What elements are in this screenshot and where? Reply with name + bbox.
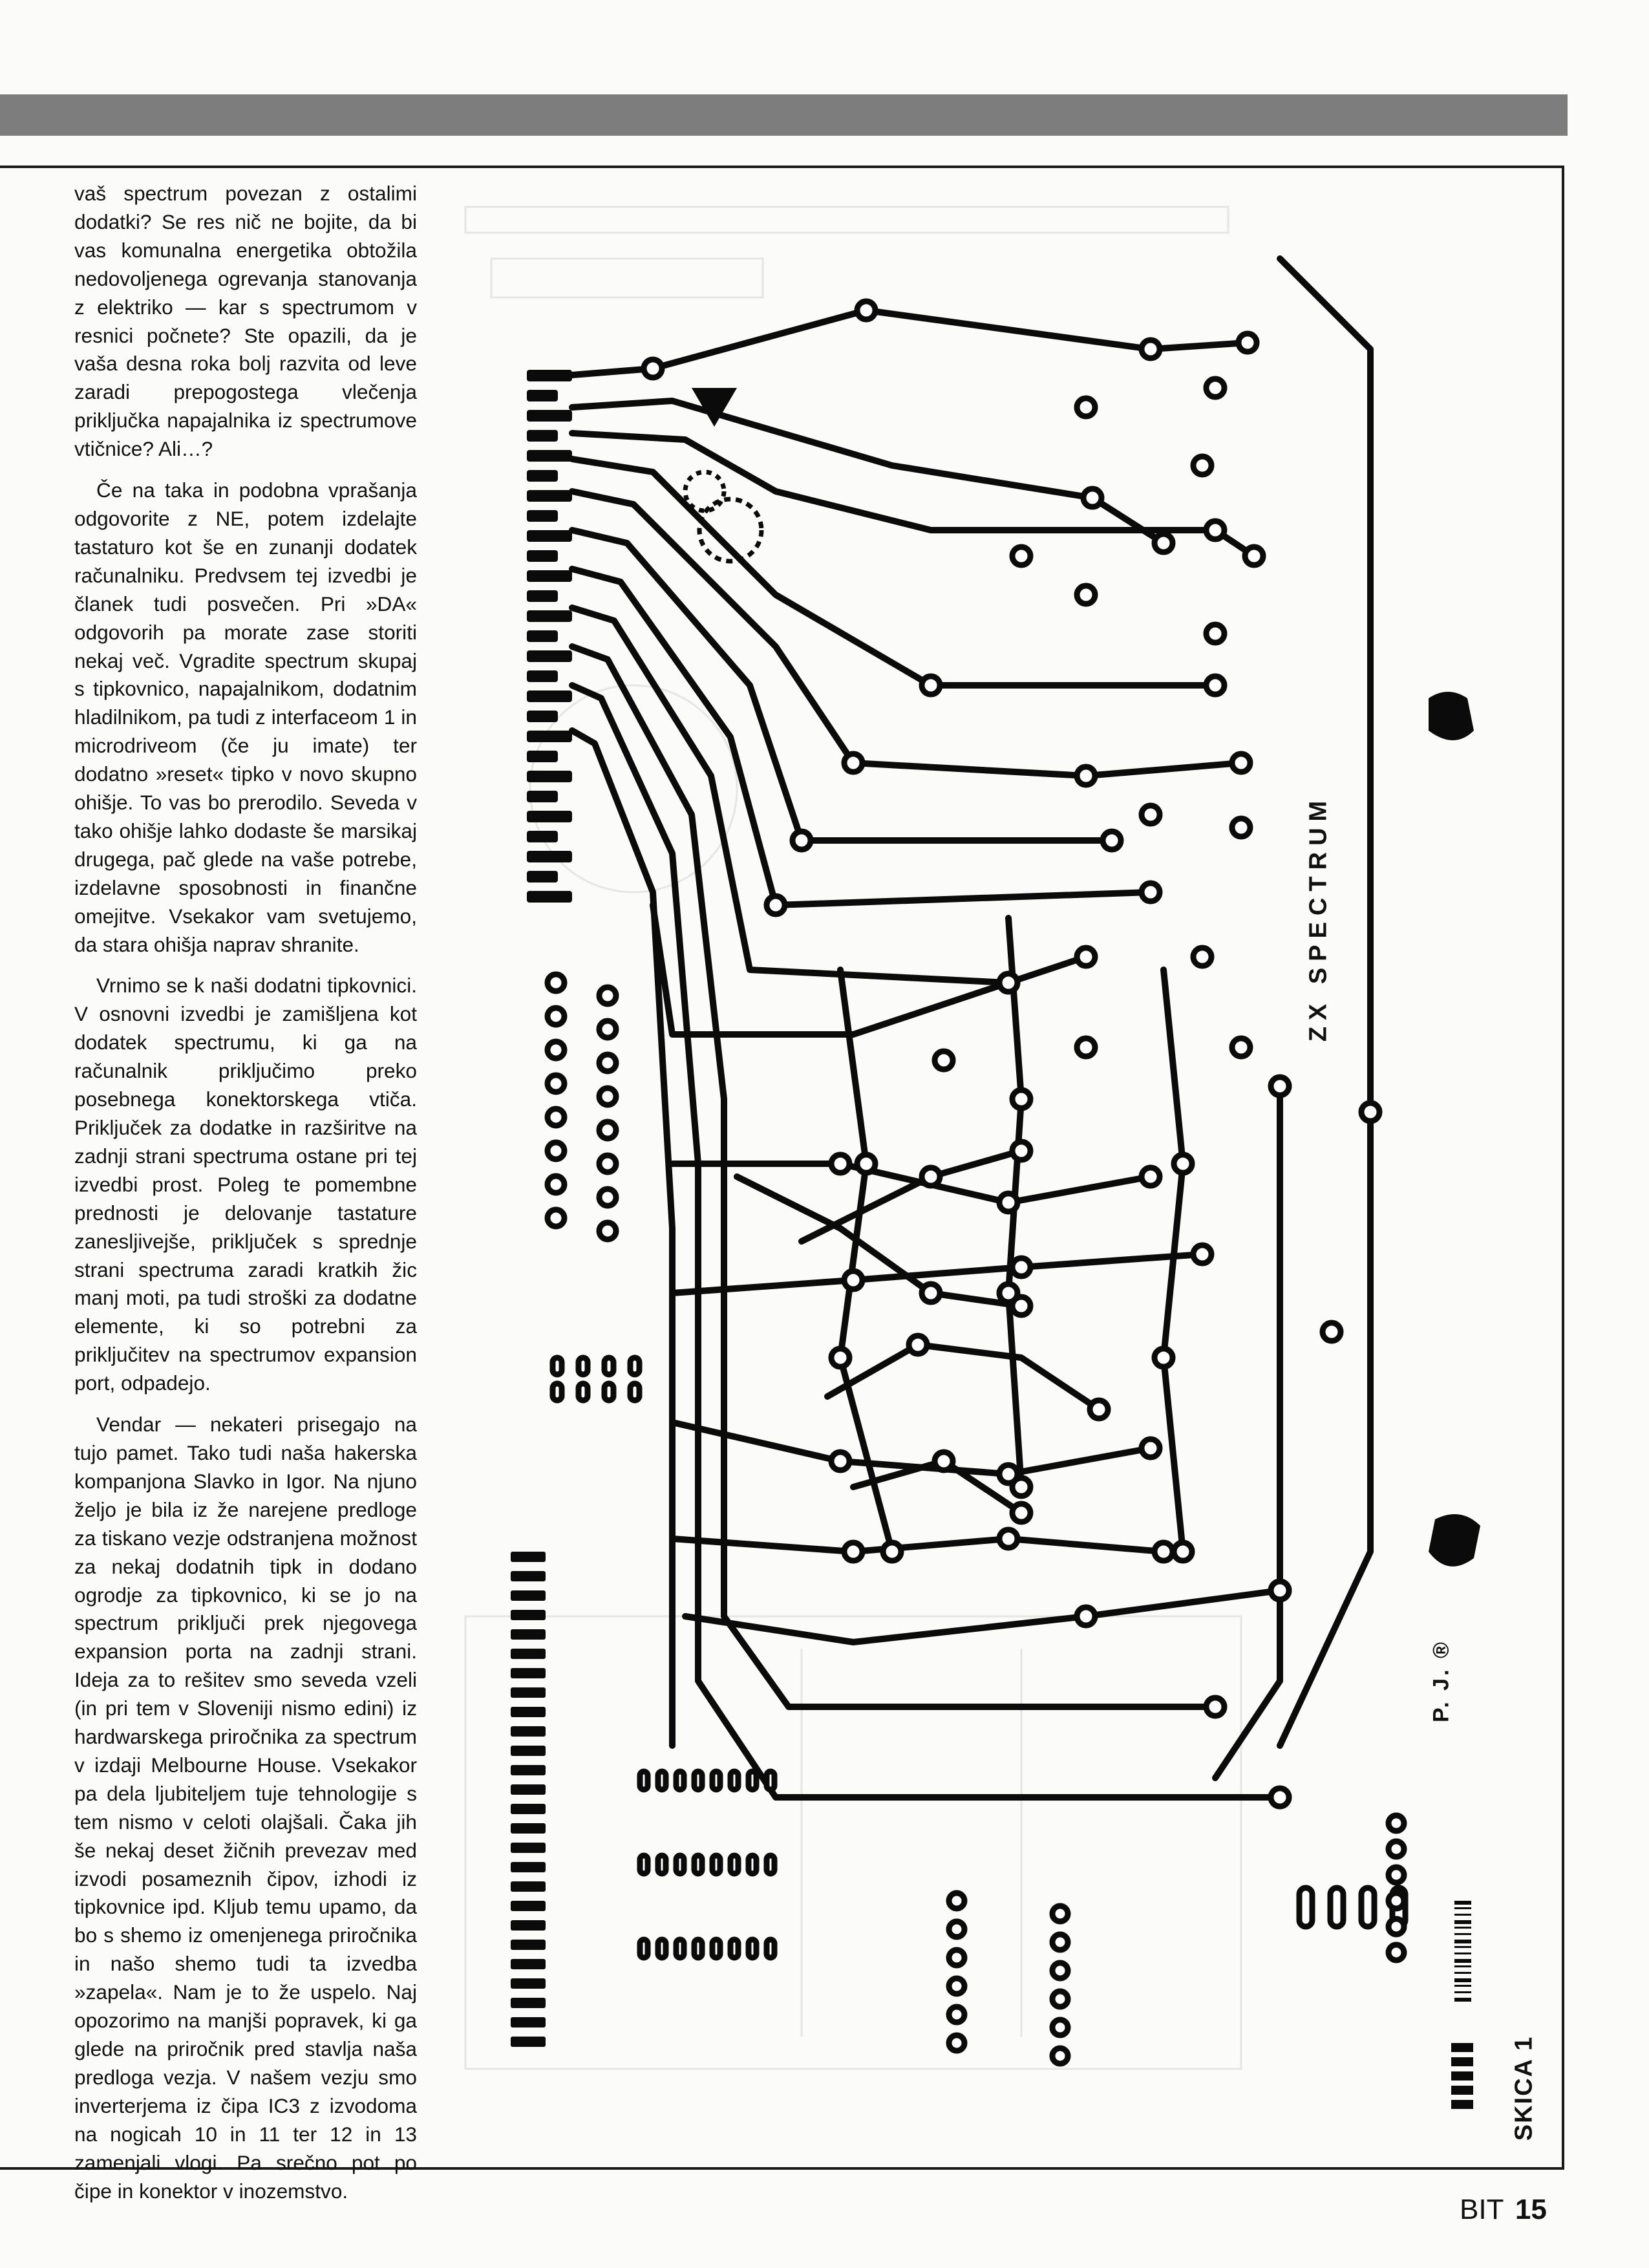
connector-finger [511, 1920, 546, 1931]
solder-pad [922, 1168, 940, 1186]
solder-pad [1012, 1478, 1030, 1496]
connector-finger [527, 811, 572, 822]
solder-pad [640, 1940, 648, 1958]
solder-pad [1142, 1168, 1160, 1186]
solder-pad [644, 359, 662, 378]
solder-pad [831, 1155, 849, 1173]
solder-pad [553, 1358, 562, 1375]
connector-finger [511, 1862, 546, 1872]
connector-finger [527, 410, 572, 422]
barcode-bar [1454, 1914, 1471, 1916]
solder-pad [599, 987, 616, 1004]
copper-trace [572, 491, 1241, 776]
solder-pad [712, 1856, 720, 1874]
connector-finger [511, 1959, 546, 1969]
connector-finger [511, 1726, 546, 1737]
figure-caption: SKICA 1 [1510, 2035, 1538, 2141]
solder-pad [676, 1856, 684, 1874]
solder-pad [844, 754, 862, 772]
solder-pad [599, 1088, 616, 1105]
solder-pad [857, 301, 875, 319]
solder-pad [1077, 586, 1095, 604]
connector-finger [511, 1610, 546, 1620]
solder-pad [1012, 1504, 1030, 1522]
solder-pad [599, 1054, 616, 1071]
solder-pad [1077, 948, 1095, 966]
barcode-bar [1454, 1920, 1471, 1924]
connector-finger [511, 1649, 546, 1659]
solder-pad [1206, 521, 1224, 539]
solder-pad [579, 1358, 588, 1375]
connector-finger [527, 510, 558, 522]
solder-pad [1142, 806, 1160, 824]
connector-finger [527, 570, 572, 582]
solder-pad [1077, 767, 1095, 785]
solder-pad [1154, 534, 1173, 552]
solder-pad [640, 1771, 648, 1790]
page-footer [1456, 2194, 1547, 2226]
solder-pad [1361, 1103, 1379, 1121]
connector-finger [511, 2017, 546, 2027]
solder-pad [1103, 831, 1121, 850]
connector-finger [511, 1765, 546, 1775]
solder-pad [730, 1771, 738, 1790]
barcode-bar [1454, 1965, 1471, 1967]
solder-pad [1388, 1893, 1404, 1909]
solder-pad [730, 1940, 738, 1958]
connector-finger [527, 450, 572, 462]
solder-pad [1388, 1841, 1404, 1857]
solder-pad [599, 1223, 616, 1239]
show-through-print [465, 207, 1241, 2069]
copper-trace [572, 401, 1164, 543]
solder-pad [548, 1210, 564, 1226]
solder-pad [949, 2035, 964, 2051]
solder-pad [1323, 1323, 1341, 1341]
solder-pad [548, 1008, 564, 1025]
connector-finger [527, 590, 558, 602]
solder-pad [767, 896, 785, 914]
solder-pad [599, 1122, 616, 1139]
solder-pad [1142, 340, 1160, 358]
solder-pad [909, 1336, 927, 1354]
solder-pad [604, 1358, 613, 1375]
solder-pad [599, 1189, 616, 1206]
barcode-bar [1454, 1972, 1471, 1974]
solder-pad [949, 1893, 964, 1909]
barcode-bar [1454, 1952, 1471, 1954]
barcode-bar [1451, 2071, 1473, 2081]
solder-pad [1271, 1788, 1289, 1806]
solder-pad [1388, 1919, 1404, 1934]
solder-pad [1077, 1607, 1095, 1625]
copper-trace [672, 1422, 1151, 1474]
solder-pad [1232, 754, 1250, 772]
solder-pad [1271, 1581, 1289, 1599]
copper-trace [653, 905, 1086, 1034]
solder-pad [1388, 1815, 1404, 1831]
connector-finger [511, 1707, 546, 1717]
connector-finger [511, 1746, 546, 1756]
connector-finger [527, 791, 558, 802]
solder-pad [694, 1771, 702, 1790]
connector-finger [527, 751, 558, 762]
connector-finger [511, 1629, 546, 1640]
pcb-layout-figure [440, 194, 1500, 2114]
connector-finger [527, 891, 572, 903]
connector-finger [527, 731, 572, 742]
solder-pad [1154, 1349, 1173, 1367]
solder-pad [630, 1384, 639, 1400]
pcb-artwork [440, 194, 1500, 2114]
solder-pad [1083, 489, 1101, 507]
solder-pad [999, 1530, 1017, 1548]
mounting-tabs [1429, 692, 1480, 1567]
connector-finger [527, 430, 558, 442]
connector-finger [511, 1804, 546, 1814]
solder-pad [844, 1543, 862, 1561]
solder-pad [1012, 1258, 1030, 1276]
article-column [74, 180, 417, 2203]
connector-finger [511, 1668, 546, 1678]
solder-pad [1193, 948, 1211, 966]
connector-finger [527, 851, 572, 862]
solder-pad [1271, 1077, 1289, 1095]
solder-pad [1077, 1038, 1095, 1056]
solder-pad [730, 1856, 738, 1874]
solder-pad [1077, 398, 1095, 416]
connector-finger [527, 470, 558, 482]
solder-pad [793, 831, 811, 850]
solder-pad [831, 1349, 849, 1367]
barcode-bar [1454, 1946, 1471, 1948]
solder-pad [1361, 1888, 1374, 1927]
solder-pad [949, 1950, 964, 1965]
solder-pad [1142, 1439, 1160, 1457]
solder-pad [1052, 2020, 1068, 2035]
connector-finger [511, 1687, 546, 1698]
connector-finger [527, 831, 558, 842]
copper-trace [672, 1539, 1164, 1552]
solder-pad [658, 1771, 666, 1790]
solder-pad [1206, 379, 1224, 397]
connector-finger [527, 390, 558, 401]
solder-pad [630, 1358, 639, 1375]
solder-pad [749, 1940, 756, 1958]
copper-trace [1164, 970, 1183, 1552]
solder-pad [1052, 1991, 1068, 2007]
barcode-bar [1454, 1959, 1471, 1963]
barcode-bar [1454, 1927, 1471, 1929]
connector-finger [511, 1784, 546, 1795]
connector-finger [527, 530, 572, 542]
solder-pad [749, 1771, 756, 1790]
solder-pad [548, 1142, 564, 1159]
barcode-bar [1454, 1907, 1471, 1909]
connector-finger [527, 550, 558, 562]
solder-pad [1299, 1888, 1312, 1927]
connector-finger [527, 610, 572, 622]
solder-pad [922, 1284, 940, 1302]
connector-finger [527, 690, 572, 702]
solder-pad [857, 1155, 875, 1173]
solder-pad [1388, 1945, 1404, 1960]
solder-pad [1232, 1038, 1250, 1056]
solder-pad [548, 1042, 564, 1058]
solder-pad [1206, 1698, 1224, 1716]
solder-pad [1206, 625, 1224, 643]
connector-finger [527, 490, 572, 502]
solder-pad [1052, 1963, 1068, 1978]
solder-pad [604, 1384, 613, 1400]
solder-pad [676, 1771, 684, 1790]
barcode-bar [1454, 1985, 1471, 1987]
solder-pad [999, 974, 1017, 992]
solder-pad [767, 1856, 774, 1874]
solder-pad [949, 2007, 964, 2022]
connector-finger [527, 670, 558, 682]
barcode-bar [1451, 2057, 1473, 2066]
paragraph: Če na taka in podobna vprašanja odgovorite z NE, potem izdelajte tastaturo kot še en zunanji dodatek računalniku. Predvsem tej izvedbi je članek tudi posvečen. Pri »DA« odgovorih pa morate zase storiti nekaj več. Vgradite spectrum skupaj s tipkovnico, napajalnikom, dodatnim hladilnikom, pa tudi z interfaceom 1 in microdriveom (če ju imate) ter dodatno »reset« tipko v novo skupno ohišje. To vas bo prerodilo. Seveda v tako ohišje lahko dodaste še marsikaj drugega, pač glede na vaše potrebe, izdelavne sposobnosti in finančne omejitve. Vsekakor vam svetujemo, da stara ohišja naprav shranite. [74, 478, 417, 956]
solder-pad [1154, 1543, 1173, 1561]
connector-finger [527, 370, 572, 381]
connector-finger [511, 1940, 546, 1950]
solder-pad [1012, 547, 1030, 565]
connector-finger [511, 1978, 546, 1989]
barcode-bar [1454, 1991, 1471, 1993]
solder-pad [949, 1921, 964, 1937]
solder-pad [658, 1940, 666, 1958]
solder-pad [553, 1384, 562, 1400]
solder-pad [935, 1452, 953, 1470]
connector-finger [527, 771, 572, 782]
copper-trace [1215, 1086, 1280, 1778]
solder-pad [1012, 1297, 1030, 1315]
copper-trace [572, 569, 1151, 905]
edge-connector-fingers [511, 370, 572, 2047]
barcode-bar [1451, 2100, 1473, 2109]
solder-pad [712, 1771, 720, 1790]
connector-finger [527, 650, 572, 662]
solder-pad [1245, 547, 1263, 565]
solder-pad [1193, 1245, 1211, 1263]
solder-pad [599, 1155, 616, 1172]
solder-pad [548, 974, 564, 991]
solder-pad [694, 1856, 702, 1874]
connector-finger [527, 711, 558, 722]
solder-pad [676, 1940, 684, 1958]
connector-finger [511, 1823, 546, 1834]
solder-pad [1174, 1543, 1192, 1561]
connector-finger [511, 1843, 546, 1853]
paragraph: Vendar — nekateri prisegajo na tujo pamet. Tako tudi naša hakerska kompanjona Slavko in Igor. Na njuno željo je bila iz že narejene predloge za tiskano vezje odstranjena možnost za nekaj dodatnih tipk in dodano ogrodje za tipkovnico, ki se jo na spectrum priključi prek njegovega expansion porta na zadnji strani. Ideja za to rešitev smo seveda vzeli (in pri tem v Sloveniji nismo edini) iz hardwarskega priročnika za spectrum v izdaji Melbourne House. Vsekakor pa dela ljubiteljem tuje tehnologije s tem nismo v celoti olajšali. Čaka jih še nekaj deset žičnih prevezav med izvodi posameznih čipov, izhodi iz tipkovnice ipd. Kljub temu upamo, da bo s shemo iz omenjenega priročnika in našo shemo tudi ta izvedba »zapela«. Nam je to že uspelo. Naj opozorimo na manjši popravek, ki ga glede na priročnik pred stavlja naša predloga vezja. V našem vezju smo inverterjema iz čipa IC3 z izvodoma na nogicah 10 in 11 ter 12 in 13 zamenjali vlogi. Pa srečno pot po čipe in konektor v inozemstvo. [74, 1413, 417, 2203]
connector-finger [511, 1901, 546, 1911]
solder-pad [831, 1452, 849, 1470]
solder-pad [1052, 1934, 1068, 1950]
solder-pad [935, 1051, 953, 1069]
solder-pad [1239, 334, 1257, 352]
copper-traces [572, 259, 1370, 1797]
solder-pad [1052, 2048, 1068, 2064]
barcode-bar [1454, 1901, 1471, 1905]
solder-pad [1012, 1142, 1030, 1160]
barcode-bar [1454, 1978, 1471, 1982]
solder-pad [1330, 1888, 1343, 1927]
solder-pad [922, 676, 940, 694]
board-label: ZX SPECTRUM [1304, 794, 1332, 1042]
barcode-bar [1451, 2043, 1473, 2052]
solder-pad [694, 1940, 702, 1958]
solder-pad [1012, 1090, 1030, 1108]
solder-pad [1142, 883, 1160, 901]
solder-pad [767, 1940, 774, 1958]
author-mark: P. J. ® [1429, 1639, 1454, 1723]
barcode-bar [1451, 2086, 1473, 2095]
magazine-name: BIT [1460, 2194, 1504, 2225]
page-number: 15 [1515, 2194, 1547, 2225]
connector-finger [527, 871, 558, 883]
paragraph: Vrnimo se k naši dodatni tipkovnici. V osnovni izvedbi je zamišljena kot dodatek spectrumu, ki ga na računalnik priključimo preko posebnega konektorskega vtiča. Priključek za dodatke in razširitve na zadnji strani spectruma ostane pri tej izvedbi prost. Poleg te pomembne prednosti je delovanje tastature zanesljivejše, priključek s sprednje strani spectruma zaradi kratkih žic manj moti, pa tudi stroški za dodatne elemente, ki so potrebni za priključitev na spectrumov expansion port, odpadejo. [74, 974, 417, 1395]
connector-finger [511, 1998, 546, 2008]
barcode-bar [1454, 1940, 1471, 1943]
solder-pad [548, 1176, 564, 1193]
solder-pad [548, 1075, 564, 1092]
barcode-bar [1454, 1998, 1471, 2002]
solder-pad [1232, 818, 1250, 837]
solder-pad [712, 1940, 720, 1958]
solder-pad [548, 1109, 564, 1126]
connector-finger [511, 1552, 546, 1562]
connector-finger [527, 630, 558, 642]
copper-trace [572, 731, 672, 1746]
solder-pad [658, 1856, 666, 1874]
solder-pad [949, 1978, 964, 1994]
connector-finger [511, 2037, 546, 2047]
solder-pad [1052, 1906, 1068, 1921]
solder-pad [1174, 1155, 1192, 1173]
connector-finger [511, 1590, 546, 1601]
solder-pad [767, 1771, 774, 1790]
solder-pad [599, 1021, 616, 1038]
solder-pad [749, 1856, 756, 1874]
solder-pad [883, 1543, 901, 1561]
solder-pad [999, 1193, 1017, 1212]
solder-pad [579, 1384, 588, 1400]
solder-pad [1206, 676, 1224, 694]
paragraph: vaš spectrum povezan z ostalimi dodatki? Se res nič ne bojite, da bi vas komunalna energetika obtožila nedovoljenega ogrevanja stanovanja z elektriko — kar s spectrumom v resnici počnete? Ste opazili, da je vaša desna roka bolj razvita od leve zaradi prepogostega vlečenja priključka napajalnika iz spectrumove vtičnice? Ali…? [74, 182, 417, 461]
solder-pad [1090, 1400, 1108, 1418]
connector-finger [511, 1881, 546, 1892]
solder-pad [1388, 1867, 1404, 1883]
header-band [0, 94, 1568, 136]
solder-pad [1193, 456, 1211, 475]
barcode-mark [1451, 1901, 1473, 2114]
connector-finger [511, 1571, 546, 1581]
solder-pad [844, 1271, 862, 1289]
barcode-bar [1454, 1933, 1471, 1935]
solder-pad [640, 1856, 648, 1874]
copper-trace [827, 1345, 1099, 1409]
